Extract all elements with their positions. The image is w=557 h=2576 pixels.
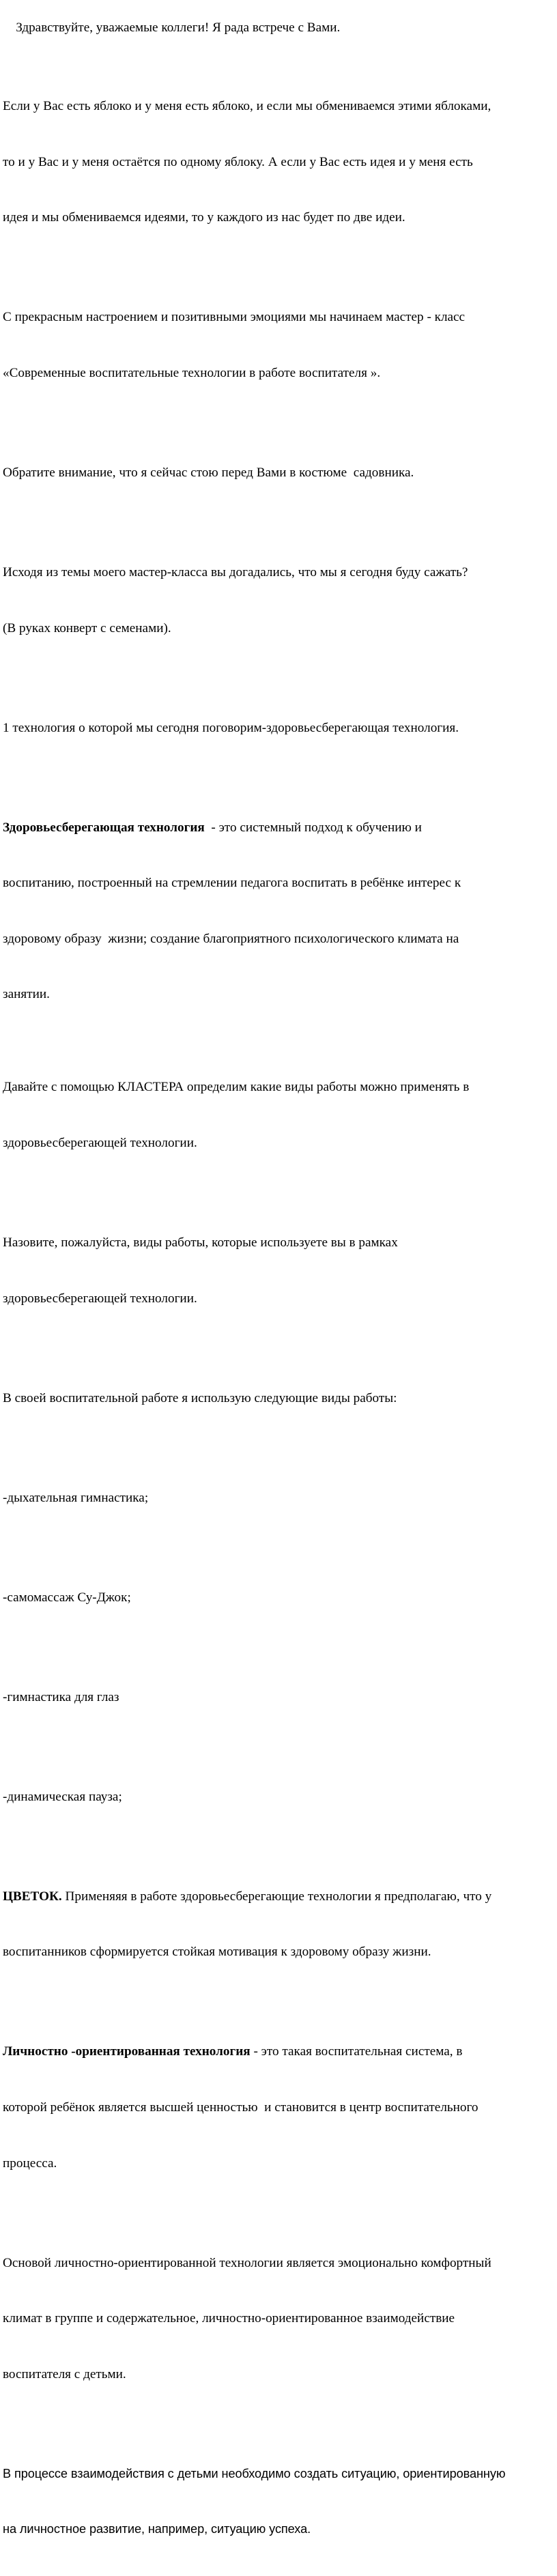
work-types-list-item	[3, 1650, 553, 1743]
work-type-eye-gymnastics: -гимнастика для глаз	[3, 1689, 119, 1704]
health-tech-line-3: здоровому образу жизни; создание благоприятного психологического климата на	[3, 931, 459, 946]
work-type-breathing: -дыхательная гимнастика;	[3, 1490, 149, 1505]
interaction-paragraph	[3, 2427, 553, 2576]
personal-tech-line-1-rest: - это такая воспитательная система, в	[250, 2044, 463, 2059]
types-intro-paragraph	[3, 1351, 553, 1444]
interaction-line-2: на личностное развитие, например, ситуацию успеха.	[3, 2522, 311, 2536]
first-technology-paragraph	[3, 681, 553, 774]
work-type-su-jok: -самомассаж Су-Джок;	[3, 1590, 131, 1605]
personal-tech-line-2: которой ребёнок является высшей ценностью и становится в центр воспитательного	[3, 2100, 479, 2115]
basis-line-3: воспитателя с детьми.	[3, 2366, 126, 2381]
planting-paragraph	[3, 526, 553, 674]
planting-line-1: Исходя из темы моего мастер-класса вы догадались, что мы я сегодня буду сажать?	[3, 564, 468, 579]
types-intro-line: В своей воспитательной работе я использую следующие виды работы:	[3, 1390, 397, 1405]
personal-tech-line-1	[3, 2042, 553, 2061]
first-technology-line: 1 технология о которой мы сегодня поговорим-здоровьесберегающая технология.	[3, 720, 459, 735]
personal-tech-term: Личностно -ориентированная технология	[3, 2044, 251, 2059]
health-tech-line-1	[3, 818, 553, 837]
gardener-paragraph	[3, 426, 553, 519]
masterclass-line-1: С прекрасным настроением и позитивными эмоциями мы начинаем мастер - класс	[3, 310, 466, 325]
apple-line-3: идея и мы обмениваемся идеями, то у каждого из нас будет по две идеи.	[3, 210, 405, 225]
flower-paragraph	[3, 1850, 553, 1999]
name-types-line-2: здоровьесберегающей технологии.	[3, 1291, 197, 1306]
name-types-paragraph	[3, 1197, 553, 1345]
document-page	[3, 0, 553, 2576]
planting-line-2: (В руках конверт с семенами).	[3, 620, 171, 635]
flower-line-1	[3, 1887, 553, 1906]
work-types-list-item	[3, 1750, 553, 1843]
work-type-dynamic-pause: -динамическая пауза;	[3, 1789, 122, 1804]
health-tech-line-1-rest: - это системный подход к обучению и	[204, 820, 422, 835]
health-tech-definition	[3, 781, 553, 1041]
flower-line-1-rest: Применяяя в работе здоровьесберегающие технологии я предполагаю, что у	[61, 1889, 492, 1904]
cluster-paragraph	[3, 1041, 553, 1190]
apple-line-2: то и у Вас и у меня остаётся по одному яблоку. А если у Вас есть идея и у меня есть	[3, 154, 473, 169]
personal-tech-line-3: процесса.	[3, 2156, 57, 2171]
apple-line-1: Если у Вас есть яблоко и у меня есть яблоко, и если мы обмениваемся этими яблоками,	[3, 99, 491, 114]
flower-line-2: воспитанников сформируется стойкая мотивация к здоровому образу жизни.	[3, 1945, 431, 1960]
gardener-line: Обратите внимание, что я сейчас стою перед Вами в костюме садовника.	[3, 465, 414, 480]
health-tech-term: Здоровьесберегающая технология	[3, 820, 205, 835]
masterclass-line-2: «Современные воспитательные технологии в работе воспитателя ».	[3, 365, 381, 380]
basis-paragraph	[3, 2216, 553, 2420]
basis-line-1: Основой личностно-ориентированной технологии является эмоционально комфортный	[3, 2255, 491, 2270]
flower-term: ЦВЕТОК.	[3, 1889, 62, 1904]
health-tech-line-2: воспитанию, построенный на стремлении педагога воспитать в ребёнке интерес к	[3, 876, 461, 891]
work-types-list-item	[3, 1451, 553, 1544]
greeting-text: Здравствуйте, уважаемые коллеги! Я рада встрече с Вами.	[16, 20, 341, 35]
greeting-paragraph	[3, 0, 553, 56]
cluster-line-2: здоровьесберегающей технологии.	[3, 1135, 197, 1150]
apple-paragraph	[3, 60, 553, 264]
health-tech-line-4: занятии.	[3, 987, 50, 1002]
masterclass-paragraph	[3, 271, 553, 420]
interaction-line-1: В процессе взаимодействия с детьми необходимо создать ситуацию, ориентированную	[3, 2466, 506, 2480]
personal-tech-definition	[3, 2005, 553, 2209]
cluster-line-1: Давайте с помощью КЛАСТЕРА определим какие виды работы можно применять в	[3, 1080, 470, 1095]
work-types-list-item	[3, 1551, 553, 1644]
basis-line-2: климат в группе и содержательное, личностно-ориентированное взаимодействие	[3, 2311, 455, 2326]
name-types-line-1: Назовите, пожалуйста, виды работы, которые используете вы в рамках	[3, 1235, 398, 1250]
